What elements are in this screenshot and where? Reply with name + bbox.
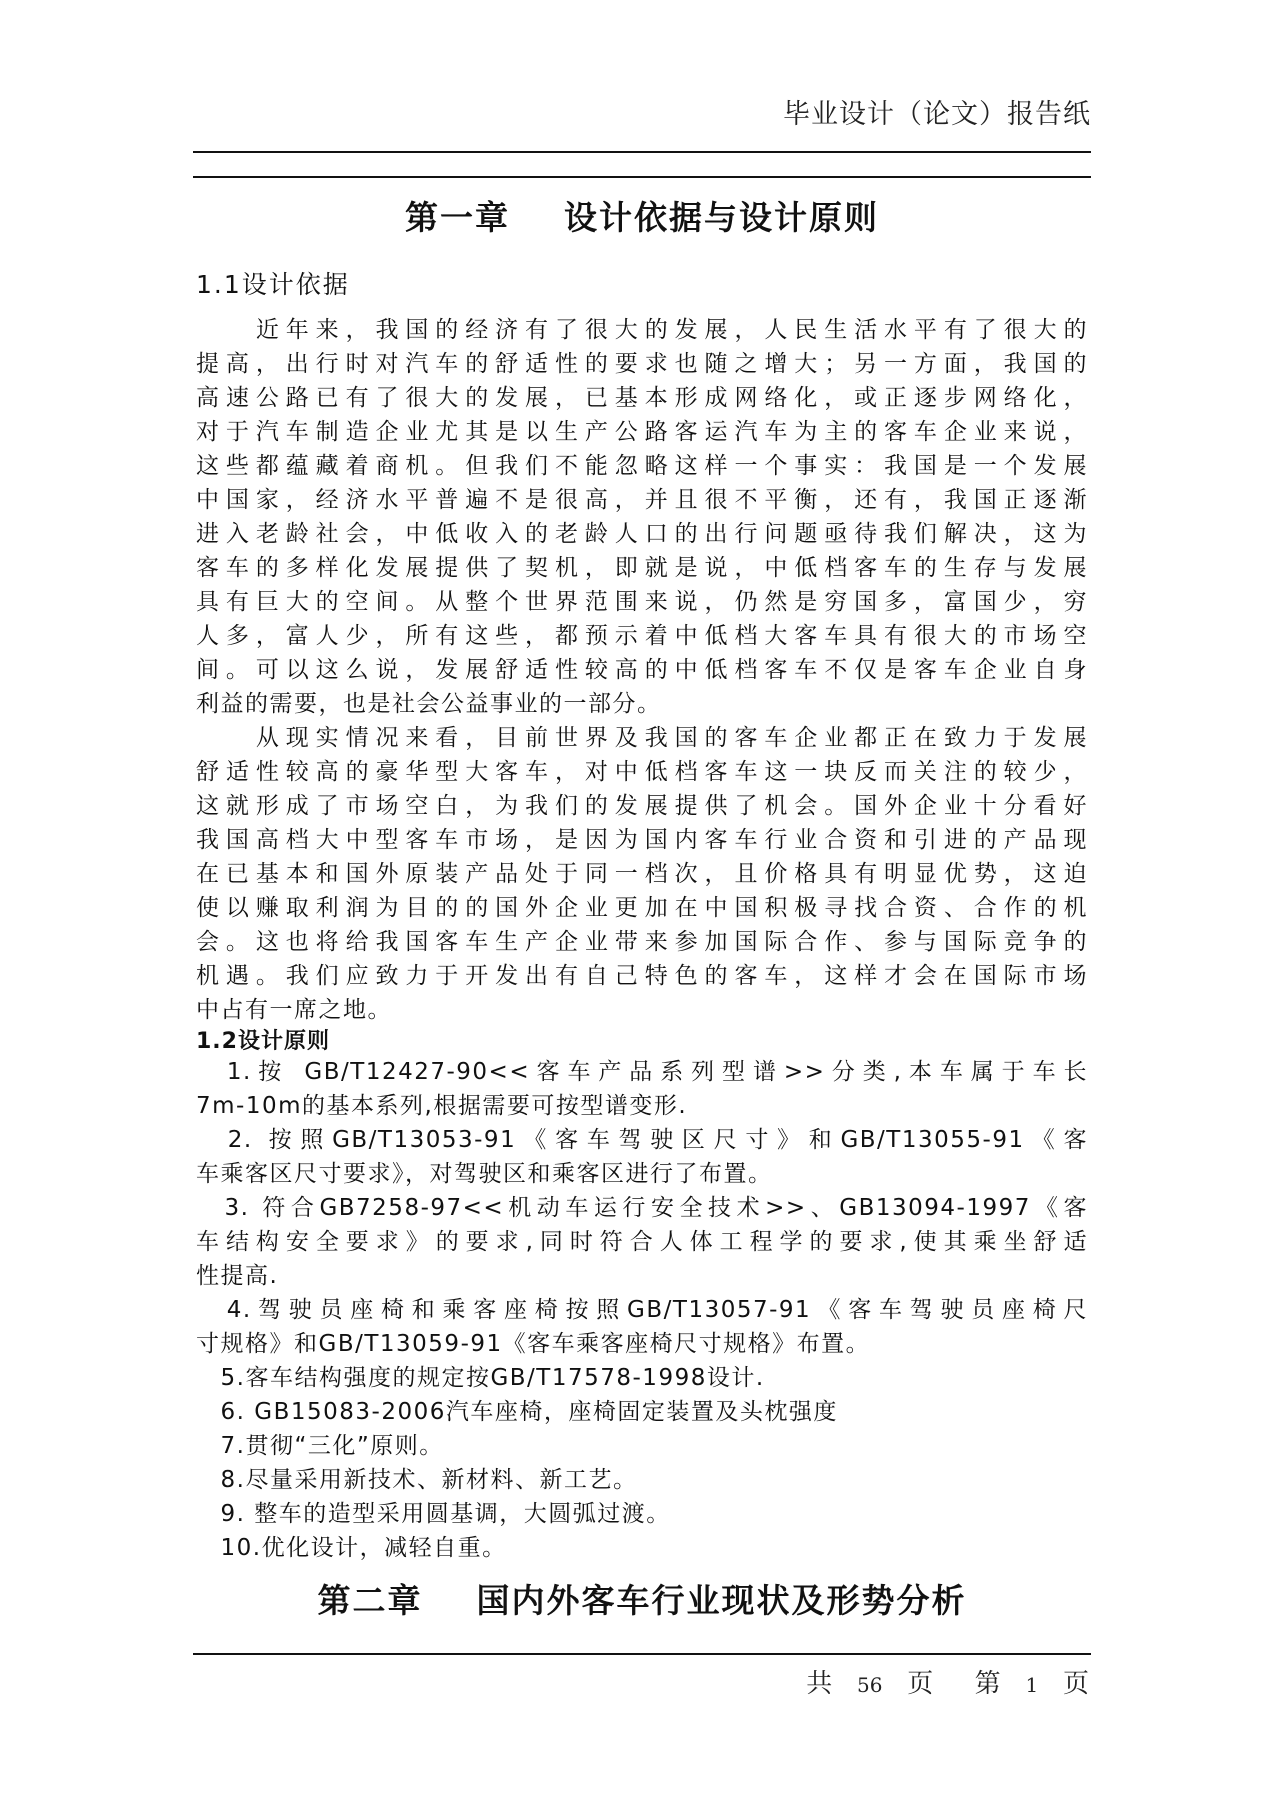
text-line: 高速公路已有了很大的发展，已基本形成网络化，或正逐步网络化， xyxy=(196,385,1088,411)
list-item: 3. 符合GB7258-97<<机动车运行安全技术>>、GB13094-1997《客 xyxy=(196,1195,1088,1221)
footer-total-pages: 56 xyxy=(857,1673,883,1697)
list-item: 7.贯彻“三化”原则。 xyxy=(196,1433,444,1459)
text-line: 这些都蕴藏着商机。但我们不能忽略这样一个事实：我国是一个发展 xyxy=(196,453,1088,479)
text-line: 从现实情况来看，目前世界及我国的客车企业都正在致力于发展 xyxy=(196,725,1088,751)
footer-page-unit: 页 xyxy=(907,1669,934,1699)
text-line: 进入老龄社会，中低收入的老龄人口的出行问题亟待我们解决，这为 xyxy=(196,521,1088,547)
list-item: 8.尽量采用新技术、新材料、新工艺。 xyxy=(196,1467,638,1493)
list-item: 寸规格》和GB/T13059-91《客车乘客座椅尺寸规格》布置。 xyxy=(196,1331,871,1357)
footer-current-page: 1 xyxy=(1025,1673,1039,1697)
chapter-2-title: 第二章 国内外客车行业现状及形势分析 xyxy=(317,1581,967,1620)
text-line: 机遇。我们应致力于开发出有自己特色的客车，这样才会在国际市场 xyxy=(196,963,1088,989)
section-1-1-title: 1.1设计依据 xyxy=(196,270,350,299)
list-item: 5.客车结构强度的规定按GB/T17578-1998设计. xyxy=(196,1365,765,1391)
text-line: 在已基本和国外原装产品处于同一档次，且价格具有明显优势，这迫 xyxy=(196,861,1088,887)
text-line: 提高，出行时对汽车的舒适性的要求也随之增大；另一方面，我国的 xyxy=(196,351,1088,377)
text-line: 中国家，经济水平普遍不是很高，并且很不平衡，还有，我国正逐渐 xyxy=(196,487,1088,513)
page-header-title: 毕业设计（论文）报告纸 xyxy=(783,99,1091,130)
footer-page-unit: 页 xyxy=(1062,1669,1089,1699)
text-line: 间。可以这么说，发展舒适性较高的中低档客车不仅是客车企业自身 xyxy=(196,657,1088,683)
list-item: 2. 按照GB/T13053-91《客车驾驶区尺寸》和GB/T13055-91《客 xyxy=(196,1127,1088,1153)
list-item: 1.按 GB/T12427-90<<客车产品系列型谱>>分类,本车属于车长 xyxy=(196,1059,1088,1085)
section-1-2-body xyxy=(196,1055,1088,1565)
footer-current-label: 第 xyxy=(974,1669,1001,1699)
list-item: 4.驾驶员座椅和乘客座椅按照GB/T13057-91《客车驾驶员座椅尺 xyxy=(196,1297,1088,1323)
page-footer xyxy=(806,1663,1089,1700)
list-item: 性提高. xyxy=(196,1263,279,1289)
chapter-1-title: 第一章 设计依据与设计原则 xyxy=(405,198,879,237)
section-1-2-title: 1.2设计原则 xyxy=(196,1029,330,1054)
list-item: 10.优化设计，减轻自重。 xyxy=(196,1535,507,1561)
text-line: 使以赚取利润为目的的国外企业更加在中国积极寻找合资、合作的机 xyxy=(196,895,1088,921)
footer-total-label: 共 xyxy=(806,1669,833,1699)
text-line: 具有巨大的空间。从整个世界范围来说，仍然是穷国多，富国少，穷 xyxy=(196,589,1088,615)
text-line: 人多，富人少，所有这些，都预示着中低档大客车具有很大的市场空 xyxy=(196,623,1088,649)
list-item: 车乘客区尺寸要求》，对驾驶区和乘客区进行了布置。 xyxy=(196,1161,773,1187)
section-1-1-body xyxy=(196,313,1088,1027)
text-line: 这就形成了市场空白，为我们的发展提供了机会。国外企业十分看好 xyxy=(196,793,1088,819)
list-item: 7m-10m的基本系列,根据需要可按型谱变形. xyxy=(196,1093,688,1119)
footer-rule xyxy=(193,1653,1091,1655)
text-line: 利益的需要，也是社会公益事业的一部分。 xyxy=(196,691,662,717)
text-line: 对于汽车制造企业尤其是以生产公路客运汽车为主的客车企业来说， xyxy=(196,419,1088,445)
text-line: 中占有一席之地。 xyxy=(196,997,392,1023)
text-line: 舒适性较高的豪华型大客车，对中低档客车这一块反而关注的较少， xyxy=(196,759,1088,785)
header-rule-top xyxy=(193,151,1091,153)
header-rule-bottom xyxy=(193,176,1091,178)
text-line: 我国高档大中型客车市场，是因为国内客车行业合资和引进的产品现 xyxy=(196,827,1088,853)
text-line: 客车的多样化发展提供了契机，即就是说，中低档客车的生存与发展 xyxy=(196,555,1088,581)
list-item: 9. 整车的造型采用圆基调，大圆弧过渡。 xyxy=(196,1501,671,1527)
list-item: 车结构安全要求》的要求,同时符合人体工程学的要求,使其乘坐舒适 xyxy=(196,1229,1088,1255)
text-line: 近年来，我国的经济有了很大的发展，人民生活水平有了很大的 xyxy=(196,317,1088,343)
list-item: 6. GB15083-2006汽车座椅，座椅固定装置及头枕强度 xyxy=(196,1399,838,1425)
text-line: 会。这也将给我国客车生产企业带来参加国际合作、参与国际竞争的 xyxy=(196,929,1088,955)
